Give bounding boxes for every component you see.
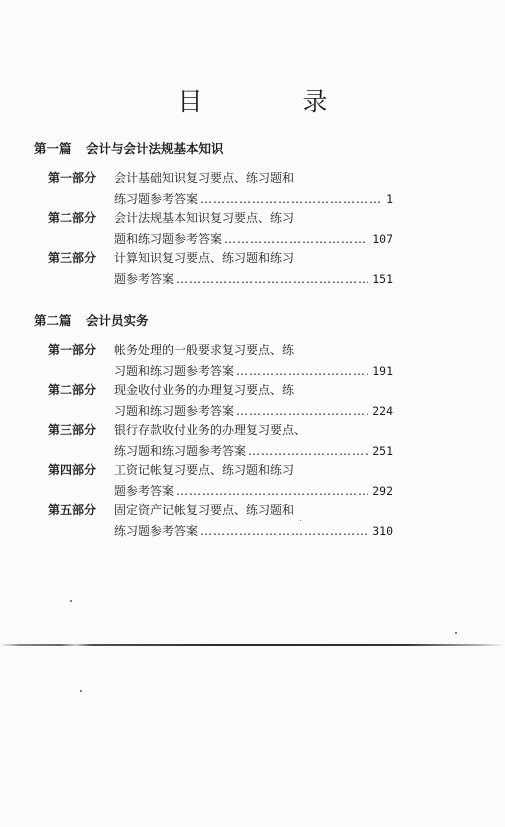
dot-leader <box>236 401 368 421</box>
part-number: 第一篇 <box>34 141 72 156</box>
section-label: 第一部分 <box>48 343 97 357</box>
dot-leader <box>176 481 368 501</box>
page-number: 151 <box>372 272 393 286</box>
section-title-line1: 固定资产记帐复习要点、练习题和 <box>114 503 295 517</box>
scan-rule-line <box>0 644 505 646</box>
page-number: 107 <box>372 232 393 246</box>
section-title-line2: 习题和练习题参考答案 <box>114 404 235 418</box>
section-label: 第二部分 <box>48 211 97 225</box>
scan-speck <box>455 632 457 634</box>
dot-leader <box>224 229 368 249</box>
part-heading <box>34 139 224 157</box>
section-title-line2: 练习题参考答案 <box>114 524 199 538</box>
section-title-line1: 工资记帐复习要点、练习题和练习 <box>114 463 295 477</box>
dot-leader <box>248 441 368 461</box>
dot-leader <box>236 361 368 381</box>
section-title-line1: 会计基础知识复习要点、练习题和 <box>114 171 295 185</box>
part-number: 第二篇 <box>34 313 72 328</box>
section-title-line1: 会计法规基本知识复习要点、练习 <box>114 211 295 225</box>
section-title-line2: 题参考答案 <box>114 272 175 286</box>
section-label: 第一部分 <box>48 171 97 185</box>
section-title-line2: 题和练习题参考答案 <box>114 232 223 246</box>
page-number: 191 <box>372 364 393 378</box>
section-title-line1: 计算知识复习要点、练习题和练习 <box>114 251 295 265</box>
page-number: 224 <box>372 404 393 418</box>
scan-speck <box>80 690 82 692</box>
dot-leader <box>200 521 368 541</box>
section-label: 第四部分 <box>48 463 97 477</box>
scan-speck <box>70 600 72 602</box>
scan-speck <box>300 520 301 521</box>
page-number: 292 <box>372 484 393 498</box>
section-title-line2: 习题和练习题参考答案 <box>114 364 235 378</box>
section-title-line1: 银行存款收付业务的办理复习要点、 <box>114 423 307 437</box>
section-label: 第三部分 <box>48 251 97 265</box>
part-heading <box>34 311 149 329</box>
section-title-line1: 帐务处理的一般要求复习要点、练 <box>114 343 295 357</box>
section-title-line2: 练习题和练习题参考答案 <box>114 444 247 458</box>
section-title-line2: 题参考答案 <box>114 484 175 498</box>
dot-leader <box>176 269 368 289</box>
page-number: 310 <box>372 524 393 538</box>
section-label: 第五部分 <box>48 503 97 517</box>
page-title: 目 录 <box>177 87 374 116</box>
part-name: 会计与会计法规基本知识 <box>86 141 224 156</box>
section-title-line2: 练习题参考答案 <box>114 192 199 206</box>
section-title-line1: 现金收付业务的办理复习要点、练 <box>114 383 295 397</box>
section-label: 第三部分 <box>48 423 97 437</box>
dot-leader <box>200 189 382 209</box>
part-name: 会计员实务 <box>86 313 149 328</box>
page-number: 251 <box>372 444 393 458</box>
page-number: 1 <box>386 192 393 206</box>
section-label: 第二部分 <box>48 383 97 397</box>
